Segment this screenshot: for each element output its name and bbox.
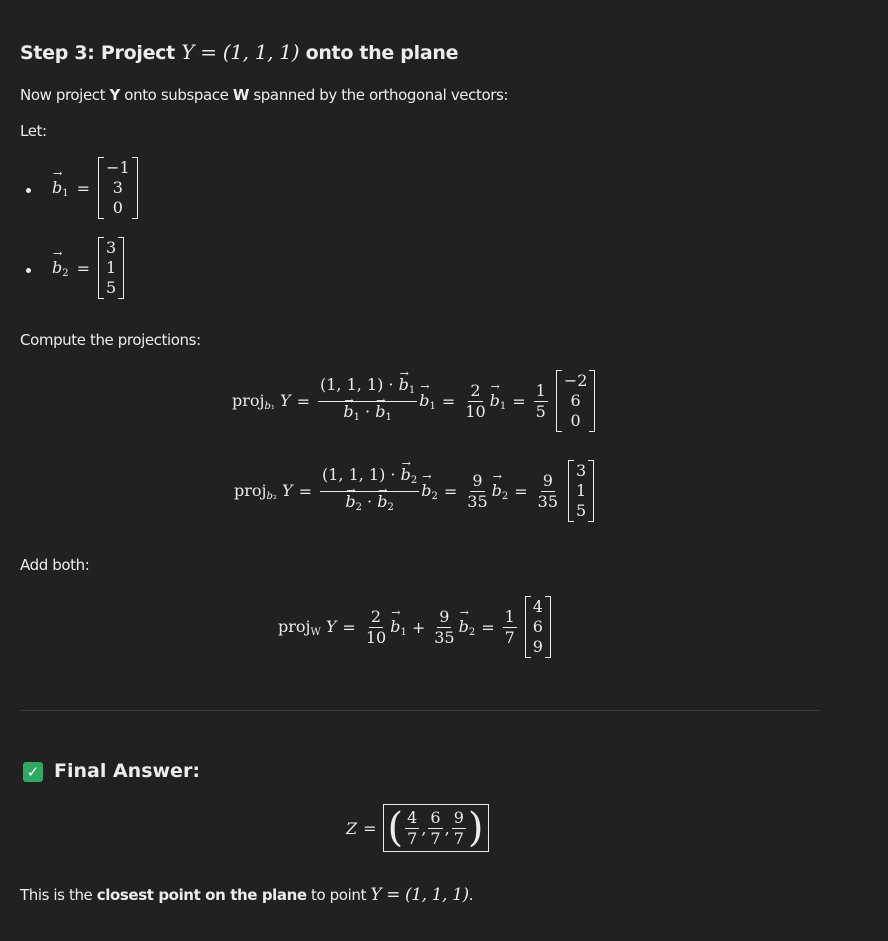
proj-b2-entry: 1 — [576, 481, 587, 500]
final-answer-var: Z — [346, 818, 358, 838]
b1-entry: 3 — [112, 178, 123, 197]
bullet-b2 — [26, 268, 31, 273]
let-label: Let: — [20, 122, 47, 140]
proj-b2-entry: 3 — [576, 461, 587, 480]
b1-matrix — [98, 157, 138, 219]
sum-scale-den: 7 — [504, 627, 515, 647]
intro-mid: onto subspace — [119, 86, 233, 104]
closing-mid: to point — [306, 886, 371, 904]
projection-b1: proj$_{b_1}$ Y = (1, 1, 1) · → $b_1$ → $b_1$ · → $b_1$ → $b_1$ = $\frac{2}{10}$ → $b_1$ = $\frac{1}{5}$ −2 6 0 — [232, 370, 595, 432]
intro-paragraph — [20, 86, 508, 104]
final-answer: Z = ( $\frac{4}{7}$ , $\frac{6}{7}$ , $\frac{9}{7}$ ) — [346, 804, 489, 852]
proj-b1-main-fraction: (1, 1, 1) · → $b_1$ → $b_1$ · → $b_1$ — [318, 376, 417, 427]
add-label: Add both: — [20, 556, 90, 574]
proj-b1-entry: 0 — [570, 411, 581, 430]
projection-sum: proj$_W$ Y = $\frac{2}{10}$ → $b_1$ + $\frac{9}{35}$ → $b_2$ = $\frac{1}{7}$ 4 6 9 — [278, 596, 551, 658]
closing-paragraph — [20, 885, 473, 905]
proj-b1-numerator: (1, 1, 1) · — [319, 374, 394, 394]
closing-post: . — [468, 886, 474, 904]
final-answer-heading: Final Answer: — [54, 760, 200, 782]
final-frac: $\frac{9}{7}$ — [453, 807, 464, 848]
b1-entry: −1 — [106, 158, 130, 177]
sum-c1 — [364, 608, 388, 647]
sum-c2-num: 9 — [439, 606, 450, 626]
final-answer-box: ( $\frac{4}{7}$ , $\frac{6}{7}$ , $\frac{9}{7}$ ) — [383, 804, 489, 852]
step-heading — [20, 40, 458, 64]
intro-y: Y — [109, 86, 120, 104]
proj-b2-scale-den: 35 — [537, 491, 559, 511]
b2-entry: 1 — [106, 258, 117, 277]
intro-post: spanned by the orthogonal vectors: — [249, 86, 509, 104]
proj-b1-entry: 6 — [570, 391, 581, 410]
sum-entry: 6 — [532, 617, 543, 636]
b1-symbol: → $b_1$ — [52, 178, 69, 199]
proj-b1-coef — [463, 382, 487, 421]
proj-b2-lhs: proj$_{b_2}$ Y — [234, 480, 293, 502]
sum-c1-den: 10 — [365, 627, 387, 647]
intro-w: W — [232, 86, 249, 104]
sum-result — [525, 596, 551, 658]
proj-w-lhs: proj$_W$ Y — [278, 616, 337, 638]
proj-b2-numerator: (1, 1, 1) · — [321, 464, 396, 484]
b2-matrix — [98, 237, 124, 299]
proj-b1-scale-num: 1 — [535, 380, 546, 400]
final-frac: $\frac{4}{7}$ — [407, 807, 418, 848]
proj-b2-main-fraction: (1, 1, 1) · → $b_2$ → $b_2$ · → $b_2$ — [320, 466, 419, 517]
b2-entry: 3 — [106, 238, 117, 257]
b2-symbol: → $b_2$ — [52, 258, 69, 279]
proj-b2-scale — [536, 472, 560, 511]
proj-b2-scale-num: 9 — [542, 470, 553, 490]
sum-c2-den: 35 — [434, 627, 455, 647]
proj-b2-result — [568, 460, 594, 522]
sum-c1-num: 2 — [370, 606, 382, 626]
b1-entry: 0 — [112, 198, 123, 217]
proj-b2-entry: 5 — [576, 501, 587, 520]
proj-b1-coef-num: 2 — [470, 380, 481, 400]
proj-b1-result — [556, 370, 596, 432]
proj-b2-coef — [465, 472, 489, 511]
checkmark-icon: ✓ — [23, 762, 43, 782]
proj-b1-entry: −2 — [563, 371, 588, 390]
sum-scale — [503, 608, 517, 647]
step-heading-suffix: onto the plane — [305, 42, 459, 64]
compute-label: Compute the projections: — [20, 331, 201, 349]
proj-b2-coef-num: 9 — [472, 470, 483, 490]
final-frac: $\frac{6}{7}$ — [430, 807, 441, 848]
step-heading-text: Step 3: Project — [20, 42, 175, 64]
section-divider — [20, 710, 820, 711]
proj-b1-scale — [534, 382, 548, 421]
step-heading-math: Y = (1, 1, 1) — [181, 40, 300, 64]
sum-scale-num: 1 — [504, 606, 515, 626]
bullet-b1 — [26, 188, 31, 193]
sum-entry: 4 — [532, 597, 543, 616]
vector-b1-def: → $b_1$ = −1 3 0 — [52, 157, 138, 219]
projection-b2: proj$_{b_2}$ Y = (1, 1, 1) · → $b_2$ → $b_2$ · → $b_2$ → $b_2$ = $\frac{9}{35}$ → $b_2$ = $\frac{9}{35}$ 3 1 5 — [234, 460, 594, 522]
proj-b2-coef-den: 35 — [467, 491, 488, 511]
closing-math: Y = (1, 1, 1) — [370, 885, 469, 905]
closing-bold: closest point on the plane — [96, 886, 307, 904]
sum-c2 — [432, 608, 456, 647]
sum-entry: 9 — [532, 637, 543, 656]
proj-b1-coef-den: 10 — [465, 401, 486, 421]
intro-pre: Now project — [20, 86, 110, 104]
b2-entry: 5 — [106, 278, 117, 297]
closing-pre: This is the — [20, 886, 97, 904]
vector-b2-def: → $b_2$ = 3 1 5 — [52, 237, 124, 299]
proj-b1-lhs: proj$_{b_1}$ Y — [232, 390, 291, 412]
proj-b1-scale-den: 5 — [535, 401, 546, 421]
